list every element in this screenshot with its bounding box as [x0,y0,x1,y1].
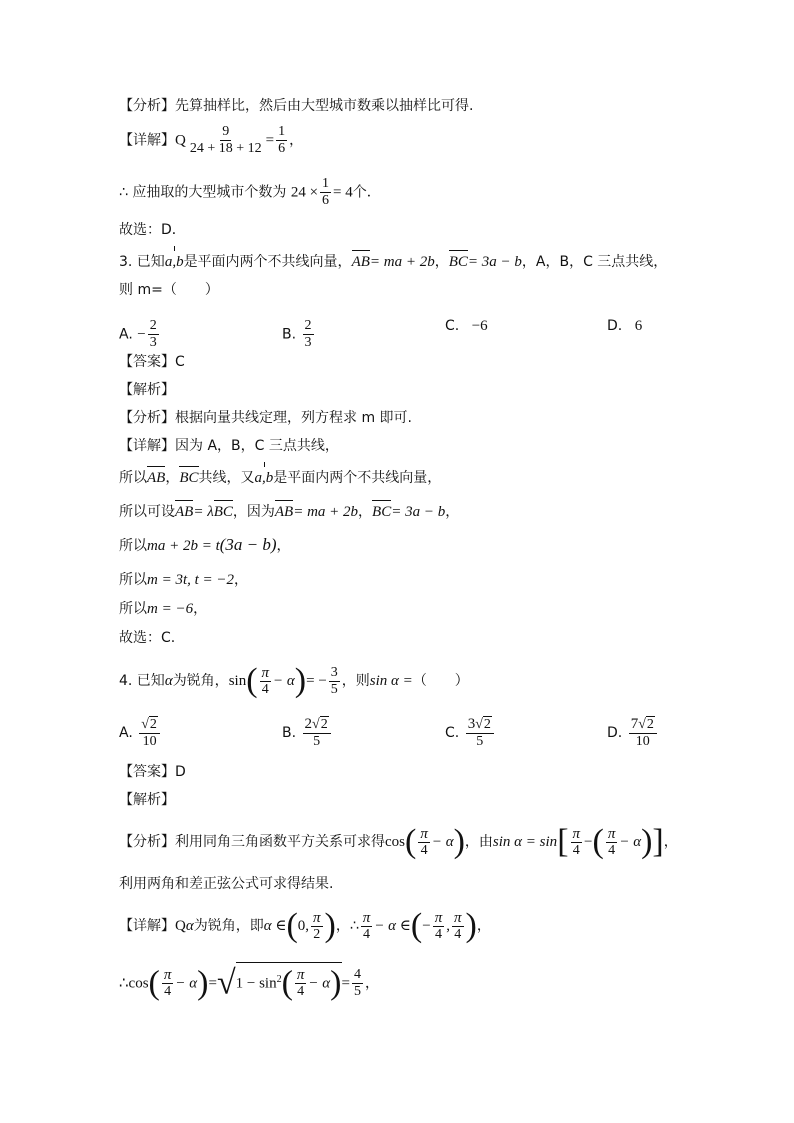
math-expr: = ma + 2b [293,504,359,520]
math-fraction [311,910,323,943]
paren-right: ) [197,964,209,1002]
q3-vector-AB: AB [352,250,370,272]
option-label: A. [119,326,133,343]
math-fraction [452,910,464,943]
math-expr: − [422,918,431,934]
math-expr: sin α = sin [492,834,558,850]
math-expr: = 3a − b [391,504,446,520]
sqrt-sign: √ [216,964,236,1002]
q3-vector-BC: BC [372,500,391,522]
option-radicand: 2 [646,717,654,732]
math-expr: − α [431,834,454,850]
q3-vector-AB: AB [275,500,293,522]
q2-detail-label: 【详解】 [119,132,175,149]
text: ，因为 [232,504,275,520]
text: 【分析】利用同角三角函数平方关系可求得 [119,834,385,850]
q2-choose: 故选：D． [119,222,186,238]
option-num: 2 [149,318,157,333]
text: ， [193,601,208,617]
frac-den: 4 [363,926,371,942]
math-fraction [260,665,272,698]
frac-den: 4 [297,984,305,1000]
q2-line2-text: ∴ 应抽取的大型城市个数为 [119,184,287,201]
math-alpha: α [164,673,173,689]
option-radicand: 2 [483,717,491,732]
option-label: D. [607,318,623,334]
because-symbol: Q [175,918,186,934]
paren-right: ) [294,662,307,699]
frac-num: 4 [353,967,361,983]
option-den: 3 [304,335,312,350]
option-coef: 2 [304,716,313,732]
option-value: 6 [634,318,643,334]
q3-analysis: 【分析】根据向量共线定理，列方程求 m 即可. [119,410,412,426]
paren-left: ( [592,823,604,860]
math-expr: = [208,975,217,992]
frac-num: π [163,967,172,984]
frac-num: π [572,825,581,842]
math-exponent: 2 [276,974,282,985]
math-expr: sin α = [369,673,413,689]
option-fraction: $\frac{√2}{10}$ [139,716,160,750]
q3-stem-b: 是平面内两个不共线向量， [183,254,352,270]
frac-num: 3 [330,664,338,680]
q2-detail-tail: ， [289,132,304,149]
paren-left: ( [246,662,258,699]
q4-option-c [445,716,496,750]
math-expr: ma + 2b = t [147,538,220,554]
paren-left: ( [405,823,417,860]
paren-right: ) [641,823,653,860]
frac-den: 4 [572,842,580,858]
paren-left: ( [286,907,298,944]
q2-line2-den: 6 [322,193,330,208]
frac-den: 2 [313,926,321,942]
math-expr: − α [273,673,295,689]
paren-right: ) [465,907,477,944]
math-cos: cos [385,834,405,850]
math-fraction [352,967,363,1000]
option-fraction: $\frac{7√2}{10}$ [629,716,657,750]
q4-detail: 【详解】Qα为锐角，即α ∈(0, $\frac{\pi}{2}$ )，∴ $\frac{\pi}{4}$ − α ∈(− $\frac{\pi}{4}$ , $\frac{\pi}{4}$ )， [119,907,491,944]
q3-option-c [445,316,488,336]
q3-vector-AB: AB [147,466,165,488]
frac-num: π [313,909,321,926]
math-fraction [361,910,373,943]
q3-expr-1: = ma + 2b [369,254,435,270]
option-fraction: $\frac{2√2}{5}$ [303,716,331,750]
math-expr: α ∈ [263,918,287,934]
q3-option-d [607,316,642,336]
option-coef: 7 [630,716,639,732]
math-expr: = λ [193,504,214,520]
q3-detail-3 [119,500,459,522]
option-value: −6 [471,318,488,334]
therefore-symbol: ∴ [119,975,129,992]
paren-right: ) [453,823,465,860]
option-label: D. [607,725,623,741]
q3-answer: 【答案】C [119,354,185,370]
text: 所以 [119,470,147,486]
q4-option-b [282,716,333,750]
q2-fraction-den: 24 + 18 + 12 [189,141,262,156]
text: ，由 [464,834,493,850]
option-den: 10 [142,734,157,749]
q2-result-fraction [276,124,287,157]
math-fraction [571,826,583,859]
option-sign: − [137,326,146,343]
math-fraction [329,665,340,698]
paren-left: ( [410,907,423,944]
text: （ ） [412,673,469,689]
q3-detail-4 [119,535,291,556]
frac-den: 4 [420,842,428,858]
frac-num: π [296,967,305,984]
option-den: 5 [313,734,321,749]
text: 共线，又 [198,470,255,486]
q3-detail-2 [119,466,441,488]
bracket-right: ] [652,823,664,860]
math-fraction [418,826,430,859]
option-den: 3 [149,335,157,350]
text: 为锐角， [172,673,229,689]
q2-result-den: 6 [278,141,286,156]
frac-num: π [261,664,270,681]
q3-detail-5 [119,570,248,590]
q2-result-num: 1 [278,124,286,139]
math-expr: − α [619,834,642,850]
paren-right: ) [324,907,336,944]
math-cos: cos [128,975,149,992]
q3-stem-d: ，A，B，C 三点共线， [521,254,668,270]
q3-option-b [282,318,316,351]
text: 所以可设 [119,504,175,520]
frac-den: 4 [434,926,442,942]
q3-stem-a: 3. 已知 [119,254,165,270]
q3-vector-BC: BC [179,466,198,488]
q4-analysis-line2: 利用两角和差正弦公式可求得结果. [119,876,334,892]
q3-vector-BC: BC [449,250,468,272]
option-coef: 3 [467,716,476,732]
q2-line2-expr-a: 24 × [290,184,319,201]
option-label: C. [445,318,460,334]
frac-den: 4 [454,926,462,942]
q2-because-symbol: Q [175,132,186,149]
option-label: A. [119,725,133,741]
text: 是平面内两个不共线向量， [273,470,442,486]
text: 所以 [119,601,147,617]
bracket-left: [ [557,823,569,860]
math-fraction [162,967,174,1000]
option-fraction [303,318,314,351]
frac-den: 5 [353,984,361,1000]
q2-line2-tail: 个． [352,184,381,201]
q2-line2 [119,176,381,209]
q3-stem-line2: 则 m=（ ） [119,282,219,298]
frac-den: 4 [608,842,616,858]
frac-num: π [607,825,616,842]
q4-last [119,962,379,1004]
frac-den: 4 [164,984,172,1000]
text: 【详解】 [119,918,175,934]
text: 为锐角，即 [193,918,264,934]
q2-analysis: 【分析】先算抽样比，然后由大型城市数乘以抽样比可得. [119,98,474,114]
text: 所以 [119,538,147,554]
math-expr: = − [306,673,327,689]
q2-line2-fraction [320,176,331,209]
math-expr: 0, [297,918,310,934]
q4-option-d [607,716,659,750]
math-expr: − α [175,975,198,992]
q4-option-a [119,716,162,750]
text: 4. 已知 [119,673,165,689]
q3-option-a [119,318,161,351]
q3-vectors-ab: a,b [164,254,184,270]
option-label: C. [445,725,460,741]
math-expr: m = −6 [147,601,194,617]
option-radicand: 2 [320,717,328,732]
math-alpha: α [185,918,194,934]
text: ， [476,918,491,934]
frac-num: π [420,825,428,842]
sqrt-body [236,962,342,1001]
option-fraction: $\frac{3√2}{5}$ [466,716,494,750]
q3-stem-c: ， [434,254,449,270]
q3-expr-2: = 3a − b [467,254,522,270]
math-expr: 1 − sin [235,975,277,992]
text: ， [445,504,460,520]
q4-analysis: 【分析】利用同角三角函数平方关系可求得cos( $\frac{\pi}{4}$ − α)，由sin α = sin[ $\frac{\pi}{4}$ −( $\frac{\pi}{4}$ − α)]， [119,823,678,860]
paren-right: ) [330,964,342,1002]
frac-num: π [362,909,371,926]
option-den: 10 [635,734,650,749]
text: ，∴ [335,918,359,934]
math-fraction [433,910,445,943]
q2-line2-expr-b: = 4 [333,184,353,201]
frac-den: 5 [330,681,338,697]
option-den: 5 [476,734,484,749]
option-label: B. [282,326,297,343]
paren-left: ( [281,964,293,1002]
text: ，则 [341,673,370,689]
text: ， [165,470,180,486]
q3-vector-BC: BC [214,500,233,522]
paren-left: ( [148,964,160,1002]
q4-explain: 【解析】 [119,792,175,808]
frac-num: π [434,909,443,926]
q4-stem [119,664,469,698]
q2-detail-line [119,124,303,157]
math-sin: sin [228,673,247,689]
math-expr: − α ∈ [374,918,411,934]
text: ， [364,975,379,992]
text: ， [358,504,373,520]
math-expr: = [341,975,350,992]
math-fraction [295,967,307,1000]
option-num: 2 [304,318,312,333]
math-expr: m = 3t, t = −2 [147,572,235,588]
math-expr: (3a − b) [219,535,277,554]
q3-explain: 【解析】 [119,382,175,398]
option-fraction [148,318,159,351]
q4-answer: 【答案】D [119,764,186,780]
q2-line2-num: 1 [322,176,330,191]
text: ， [234,572,249,588]
math-fraction [606,826,618,859]
q3-detail-1: 【详解】因为 A，B，C 三点共线， [119,438,339,454]
option-radicand: 2 [149,717,157,732]
text: ， [663,834,678,850]
q2-fraction [188,124,264,157]
option-label: B. [282,725,297,741]
q3-detail-6 [119,599,207,619]
text: 所以 [119,572,147,588]
q3-choose: 故选：C. [119,630,176,646]
q2-fraction-num: 9 [222,124,230,139]
q3-vector-AB: AB [175,500,193,522]
frac-num: π [453,909,462,926]
text: ， [276,538,291,554]
q3-vectors-ab: a,b [254,470,274,486]
q3-stem [119,250,667,272]
frac-den: 4 [261,681,269,697]
q2-equals: = [265,132,275,149]
math-expr: − α [308,975,331,992]
